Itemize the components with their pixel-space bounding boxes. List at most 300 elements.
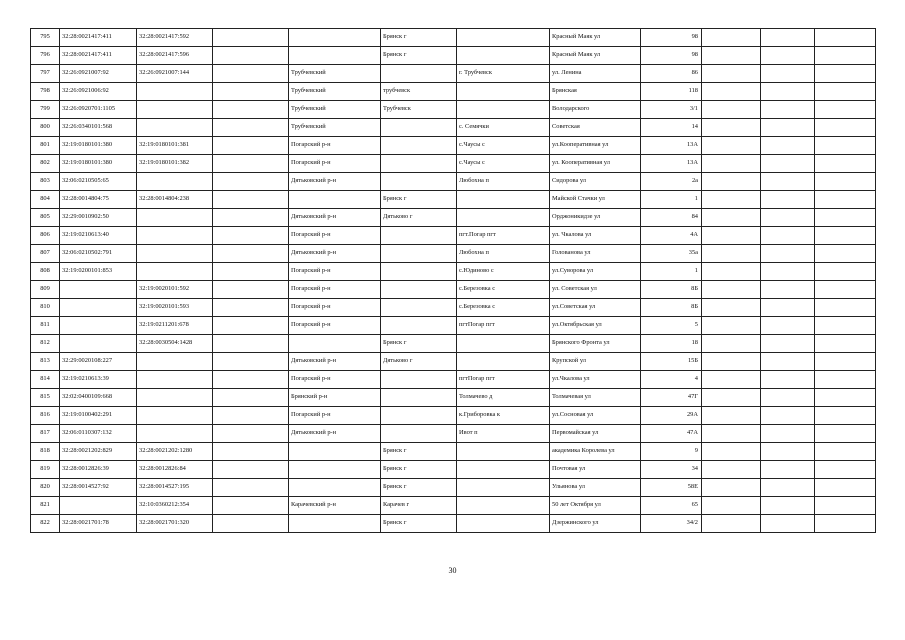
cadastral-number-primary: 32:28:0021701:78 <box>60 515 137 533</box>
house-number: 1 <box>641 191 702 209</box>
empty-cell <box>815 497 876 515</box>
city-cell <box>381 371 457 389</box>
table-row <box>31 461 876 479</box>
row-number: 798 <box>31 83 60 101</box>
street-cell: Дзержинского ул <box>550 515 641 533</box>
house-number: 29А <box>641 407 702 425</box>
settlement-cell: с. Семячки <box>457 119 550 137</box>
empty-cell <box>761 245 815 263</box>
district-cell <box>289 443 381 461</box>
empty-cell <box>702 425 761 443</box>
empty-column <box>213 281 289 299</box>
settlement-cell: пгтПогар пгт <box>457 317 550 335</box>
row-number: 818 <box>31 443 60 461</box>
house-number: 35а <box>641 245 702 263</box>
empty-cell <box>702 335 761 353</box>
house-number: 98 <box>641 29 702 47</box>
district-cell: Погарский р-н <box>289 263 381 281</box>
empty-cell <box>815 353 876 371</box>
empty-cell <box>761 479 815 497</box>
city-cell: Дятьково г <box>381 353 457 371</box>
city-cell: Брянск г <box>381 461 457 479</box>
row-number: 804 <box>31 191 60 209</box>
table-row <box>31 443 876 461</box>
city-cell: Дятьково г <box>381 209 457 227</box>
district-cell <box>289 335 381 353</box>
city-cell: Брянск г <box>381 29 457 47</box>
row-number: 817 <box>31 425 60 443</box>
empty-cell <box>702 155 761 173</box>
street-cell: Ульянова ул <box>550 479 641 497</box>
empty-cell <box>761 371 815 389</box>
cadastral-number-primary: 32:06:0210505:65 <box>60 173 137 191</box>
empty-cell <box>815 479 876 497</box>
row-number: 801 <box>31 137 60 155</box>
cadastral-number-secondary: 32:19:0180101:381 <box>137 137 213 155</box>
empty-cell <box>761 425 815 443</box>
district-cell <box>289 191 381 209</box>
empty-cell <box>761 335 815 353</box>
table-row <box>31 173 876 191</box>
house-number: 8Б <box>641 281 702 299</box>
empty-cell <box>702 227 761 245</box>
settlement-cell: с.Березовка с <box>457 281 550 299</box>
cadastral-number-primary: 32:26:0921006:92 <box>60 83 137 101</box>
empty-cell <box>761 209 815 227</box>
empty-cell <box>702 191 761 209</box>
district-cell: Погарский р-н <box>289 371 381 389</box>
district-cell: Брянский р-н <box>289 389 381 407</box>
cadastral-number-secondary <box>137 245 213 263</box>
empty-cell <box>815 83 876 101</box>
table-row <box>31 479 876 497</box>
street-cell: Советская <box>550 119 641 137</box>
house-number: 65 <box>641 497 702 515</box>
cadastral-number-secondary <box>137 119 213 137</box>
row-number: 800 <box>31 119 60 137</box>
table-row <box>31 29 876 47</box>
city-cell <box>381 407 457 425</box>
cadastral-number-secondary <box>137 425 213 443</box>
table-row <box>31 47 876 65</box>
cadastral-number-secondary <box>137 353 213 371</box>
cadastral-number-secondary: 32:28:0021417:596 <box>137 47 213 65</box>
table-row <box>31 65 876 83</box>
empty-cell <box>761 515 815 533</box>
street-cell: ул.Сосновая ул <box>550 407 641 425</box>
street-cell: 50 лет Октября ул <box>550 497 641 515</box>
city-cell <box>381 173 457 191</box>
empty-cell <box>815 137 876 155</box>
table-row <box>31 227 876 245</box>
empty-column <box>213 119 289 137</box>
empty-column <box>213 461 289 479</box>
table-row <box>31 209 876 227</box>
settlement-cell: Любохна п <box>457 245 550 263</box>
empty-cell <box>815 65 876 83</box>
cadastral-number-primary: 32:28:0012826:39 <box>60 461 137 479</box>
district-cell: Трубчевский <box>289 65 381 83</box>
empty-cell <box>761 191 815 209</box>
empty-cell <box>815 101 876 119</box>
empty-column <box>213 299 289 317</box>
city-cell <box>381 425 457 443</box>
empty-column <box>213 335 289 353</box>
district-cell: Погарский р-н <box>289 155 381 173</box>
empty-cell <box>815 245 876 263</box>
table-row <box>31 101 876 119</box>
empty-column <box>213 263 289 281</box>
empty-cell <box>761 299 815 317</box>
settlement-cell <box>457 443 550 461</box>
district-cell: Карачевский р-н <box>289 497 381 515</box>
empty-cell <box>815 389 876 407</box>
street-cell: Орджоникидзе ул <box>550 209 641 227</box>
table-row <box>31 407 876 425</box>
empty-cell <box>815 209 876 227</box>
row-number: 813 <box>31 353 60 371</box>
table-row <box>31 83 876 101</box>
house-number: 3/1 <box>641 101 702 119</box>
cadastral-number-secondary <box>137 371 213 389</box>
cadastral-number-primary <box>60 299 137 317</box>
table-row <box>31 119 876 137</box>
cadastral-number-secondary: 32:19:0020101:592 <box>137 281 213 299</box>
empty-cell <box>702 173 761 191</box>
settlement-cell <box>457 191 550 209</box>
empty-cell <box>815 407 876 425</box>
city-cell: Брянск г <box>381 515 457 533</box>
settlement-cell: к.Гриборовка к <box>457 407 550 425</box>
house-number: 15Б <box>641 353 702 371</box>
settlement-cell <box>457 497 550 515</box>
row-number: 806 <box>31 227 60 245</box>
city-cell: Брянск г <box>381 47 457 65</box>
district-cell: Погарский р-н <box>289 137 381 155</box>
empty-column <box>213 245 289 263</box>
empty-cell <box>702 47 761 65</box>
city-cell <box>381 245 457 263</box>
table-row <box>31 371 876 389</box>
empty-column <box>213 389 289 407</box>
street-cell: академика Королева ул <box>550 443 641 461</box>
cadastral-number-secondary <box>137 263 213 281</box>
empty-column <box>213 101 289 119</box>
empty-cell <box>702 29 761 47</box>
empty-column <box>213 317 289 335</box>
row-number: 820 <box>31 479 60 497</box>
cadastral-number-primary: 32:26:0340101:568 <box>60 119 137 137</box>
cadastral-number-primary: 32:02:0400109:668 <box>60 389 137 407</box>
row-number: 811 <box>31 317 60 335</box>
house-number: 34 <box>641 461 702 479</box>
empty-column <box>213 479 289 497</box>
empty-cell <box>702 515 761 533</box>
city-cell <box>381 227 457 245</box>
cadastral-number-primary <box>60 497 137 515</box>
settlement-cell <box>457 47 550 65</box>
cadastral-number-secondary: 32:28:0030504:1428 <box>137 335 213 353</box>
district-cell: Погарский р-н <box>289 407 381 425</box>
house-number: 13А <box>641 155 702 173</box>
settlement-cell: Любохна п <box>457 173 550 191</box>
row-number: 815 <box>31 389 60 407</box>
city-cell: Брянск г <box>381 335 457 353</box>
settlement-cell: г. Трубчевск <box>457 65 550 83</box>
empty-cell <box>815 155 876 173</box>
cadastral-number-secondary: 32:19:0211201:678 <box>137 317 213 335</box>
district-cell: Трубчевский <box>289 83 381 101</box>
settlement-cell <box>457 461 550 479</box>
house-number: 8Б <box>641 299 702 317</box>
district-cell: Погарский р-н <box>289 299 381 317</box>
street-cell: Брянского Фронта ул <box>550 335 641 353</box>
empty-cell <box>702 443 761 461</box>
city-cell: Брянск г <box>381 443 457 461</box>
table-row <box>31 155 876 173</box>
empty-column <box>213 497 289 515</box>
cadastral-number-secondary: 32:19:0020101:593 <box>137 299 213 317</box>
district-cell: Погарский р-н <box>289 317 381 335</box>
cadastral-number-secondary: 32:26:0921007:144 <box>137 65 213 83</box>
empty-column <box>213 425 289 443</box>
cadastral-number-primary: 32:26:0921007:92 <box>60 65 137 83</box>
cadastral-number-secondary <box>137 227 213 245</box>
empty-cell <box>761 461 815 479</box>
district-cell <box>289 515 381 533</box>
empty-cell <box>815 173 876 191</box>
house-number: 84 <box>641 209 702 227</box>
empty-cell <box>761 65 815 83</box>
cadastral-number-secondary: 32:28:0021202:1280 <box>137 443 213 461</box>
settlement-cell: с.Чаусы с <box>457 155 550 173</box>
empty-column <box>213 137 289 155</box>
empty-cell <box>815 227 876 245</box>
table-row <box>31 281 876 299</box>
district-cell: Погарский р-н <box>289 227 381 245</box>
settlement-cell <box>457 479 550 497</box>
cadastral-number-secondary <box>137 209 213 227</box>
table-row <box>31 317 876 335</box>
district-cell: Дятьковский р-н <box>289 353 381 371</box>
street-cell: ул.Советская ул <box>550 299 641 317</box>
house-number: 58Е <box>641 479 702 497</box>
street-cell: Володарского <box>550 101 641 119</box>
empty-cell <box>761 281 815 299</box>
cadastral-number-secondary <box>137 389 213 407</box>
empty-cell <box>761 155 815 173</box>
settlement-cell <box>457 335 550 353</box>
settlement-cell: Толмачево д <box>457 389 550 407</box>
house-number: 34/2 <box>641 515 702 533</box>
district-cell: Дятьковский р-н <box>289 245 381 263</box>
cadastral-number-secondary: 32:10:0360212:354 <box>137 497 213 515</box>
cadastral-number-secondary: 32:28:0021417:592 <box>137 29 213 47</box>
empty-cell <box>761 389 815 407</box>
street-cell: Красный Маяк ул <box>550 29 641 47</box>
row-number: 814 <box>31 371 60 389</box>
row-number: 816 <box>31 407 60 425</box>
row-number: 809 <box>31 281 60 299</box>
empty-cell <box>815 335 876 353</box>
empty-cell <box>702 389 761 407</box>
empty-cell <box>702 461 761 479</box>
cadastral-number-primary: 32:28:0014527:92 <box>60 479 137 497</box>
house-number: 18 <box>641 335 702 353</box>
street-cell: ул. Чкалова ул <box>550 227 641 245</box>
district-cell: Трубчевский <box>289 119 381 137</box>
settlement-cell <box>457 101 550 119</box>
empty-cell <box>702 281 761 299</box>
empty-cell <box>815 515 876 533</box>
settlement-cell: с.Юдиново с <box>457 263 550 281</box>
cadastral-number-secondary: 32:28:0021701:320 <box>137 515 213 533</box>
district-cell <box>289 461 381 479</box>
empty-cell <box>815 317 876 335</box>
row-number: 795 <box>31 29 60 47</box>
city-cell <box>381 263 457 281</box>
house-number: 118 <box>641 83 702 101</box>
empty-column <box>213 65 289 83</box>
city-cell <box>381 119 457 137</box>
cadastral-number-secondary <box>137 407 213 425</box>
table-body <box>31 29 876 533</box>
empty-cell <box>702 65 761 83</box>
empty-cell <box>815 461 876 479</box>
cadastral-number-secondary <box>137 101 213 119</box>
city-cell: трубчевск <box>381 83 457 101</box>
empty-column <box>213 407 289 425</box>
cadastral-number-secondary: 32:28:0014527:195 <box>137 479 213 497</box>
empty-cell <box>702 371 761 389</box>
house-number: 4 <box>641 371 702 389</box>
settlement-cell <box>457 353 550 371</box>
house-number: 13А <box>641 137 702 155</box>
empty-cell <box>761 173 815 191</box>
settlement-cell <box>457 83 550 101</box>
table-row <box>31 335 876 353</box>
cadastral-number-primary <box>60 281 137 299</box>
empty-cell <box>761 101 815 119</box>
cadastral-number-primary: 32:06:0110307:132 <box>60 425 137 443</box>
empty-cell <box>815 191 876 209</box>
empty-cell <box>761 137 815 155</box>
street-cell: Первомайская ул <box>550 425 641 443</box>
page-number: 30 <box>448 566 457 575</box>
table-row <box>31 245 876 263</box>
empty-cell <box>702 137 761 155</box>
empty-cell <box>761 443 815 461</box>
empty-cell <box>702 299 761 317</box>
cadastral-number-primary: 32:06:0210502:791 <box>60 245 137 263</box>
cadastral-number-primary: 32:29:0020108:227 <box>60 353 137 371</box>
empty-column <box>213 83 289 101</box>
empty-cell <box>702 209 761 227</box>
row-number: 808 <box>31 263 60 281</box>
house-number: 4А <box>641 227 702 245</box>
cadastral-number-primary: 32:28:0021417:411 <box>60 29 137 47</box>
empty-cell <box>702 83 761 101</box>
row-number: 821 <box>31 497 60 515</box>
street-cell: ул.Чкалова ул <box>550 371 641 389</box>
table-row <box>31 389 876 407</box>
empty-cell <box>761 119 815 137</box>
street-cell: ул.Октябрьская ул <box>550 317 641 335</box>
cadastral-number-secondary: 32:19:0180101:382 <box>137 155 213 173</box>
empty-cell <box>761 29 815 47</box>
row-number: 805 <box>31 209 60 227</box>
street-cell: ул. Кооперативная ул <box>550 155 641 173</box>
district-cell: Дятьковский р-н <box>289 425 381 443</box>
settlement-cell: с.Березовка с <box>457 299 550 317</box>
table-row <box>31 497 876 515</box>
city-cell <box>381 155 457 173</box>
row-number: 802 <box>31 155 60 173</box>
city-cell <box>381 137 457 155</box>
cadastral-number-primary: 32:26:0920701:1105 <box>60 101 137 119</box>
empty-column <box>213 191 289 209</box>
cadastral-number-primary: 32:28:0021417:411 <box>60 47 137 65</box>
cadastral-number-secondary: 32:28:0012826:84 <box>137 461 213 479</box>
empty-cell <box>761 317 815 335</box>
city-cell <box>381 317 457 335</box>
district-cell <box>289 479 381 497</box>
empty-cell <box>702 245 761 263</box>
table-row <box>31 353 876 371</box>
cadastral-number-primary: 32:28:0014804:75 <box>60 191 137 209</box>
street-cell: ул.Суворова ул <box>550 263 641 281</box>
empty-column <box>213 515 289 533</box>
cadastral-number-primary: 32:28:0021202:829 <box>60 443 137 461</box>
cadastral-number-primary: 32:29:0010902:50 <box>60 209 137 227</box>
settlement-cell: пгтПогар пгт <box>457 371 550 389</box>
district-cell: Дятьковский р-н <box>289 173 381 191</box>
cadastral-number-primary <box>60 317 137 335</box>
empty-cell <box>815 119 876 137</box>
empty-cell <box>702 101 761 119</box>
row-number: 796 <box>31 47 60 65</box>
house-number: 5 <box>641 317 702 335</box>
cadastral-number-secondary <box>137 173 213 191</box>
street-cell: ул. Советская ул <box>550 281 641 299</box>
street-cell: Сидорова ул <box>550 173 641 191</box>
table-row <box>31 191 876 209</box>
table-row <box>31 515 876 533</box>
district-cell <box>289 29 381 47</box>
table-row <box>31 299 876 317</box>
empty-cell <box>761 497 815 515</box>
street-cell: Крупской ул <box>550 353 641 371</box>
house-number: 9 <box>641 443 702 461</box>
table-row <box>31 425 876 443</box>
empty-column <box>213 29 289 47</box>
empty-column <box>213 443 289 461</box>
street-cell: Почтовая ул <box>550 461 641 479</box>
empty-cell <box>702 317 761 335</box>
city-cell <box>381 281 457 299</box>
empty-cell <box>761 47 815 65</box>
empty-cell <box>815 47 876 65</box>
table-row <box>31 137 876 155</box>
city-cell: Брянск г <box>381 191 457 209</box>
empty-column <box>213 353 289 371</box>
row-number: 803 <box>31 173 60 191</box>
house-number: 47А <box>641 425 702 443</box>
district-cell: Дятьковский р-н <box>289 209 381 227</box>
row-number: 810 <box>31 299 60 317</box>
empty-cell <box>761 407 815 425</box>
row-number: 797 <box>31 65 60 83</box>
